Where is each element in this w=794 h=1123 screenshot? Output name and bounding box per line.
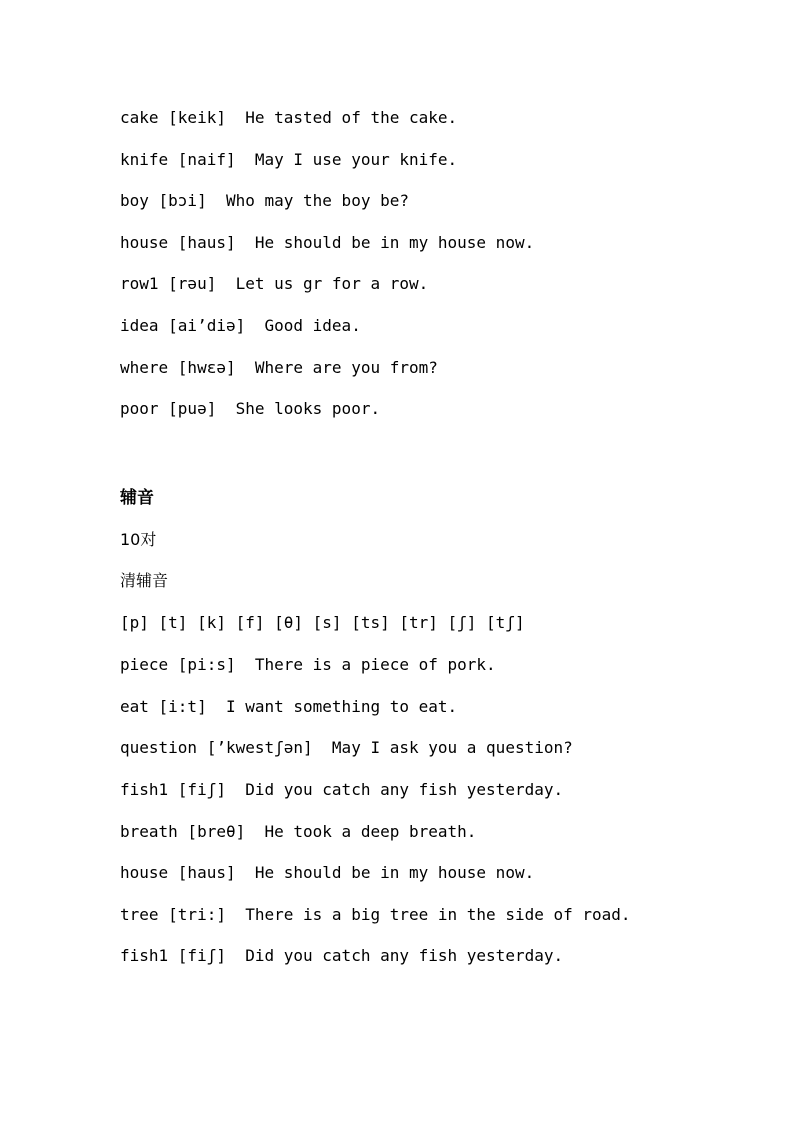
consonant-example-breath: breath [breθ] He took a deep breath. bbox=[120, 822, 477, 841]
vowel-example-where: where [hwεə] Where are you from? bbox=[120, 358, 438, 377]
consonant-example-house: house [haus] He should be in my house now. bbox=[120, 863, 535, 882]
pair-count: 10对 bbox=[120, 530, 157, 549]
consonant-example-piece: piece [pi:s] There is a piece of pork. bbox=[120, 655, 496, 674]
voiceless-consonants-heading: 清辅音 bbox=[120, 571, 169, 590]
vowel-example-boy: boy [bɔi] Who may the boy be? bbox=[120, 191, 409, 210]
consonants-heading: 辅音 bbox=[120, 488, 154, 508]
consonant-example-fish: fish1 [fiʃ] Did you catch any fish yesterday. bbox=[120, 780, 564, 799]
vowel-example-knife: knife [naif] May I use your knife. bbox=[120, 150, 458, 169]
vowel-example-row: row1 [rəu] Let us gr for a row. bbox=[120, 274, 429, 293]
consonant-example-fish-repeat: fish1 [fiʃ] Did you catch any fish yesterday. bbox=[120, 946, 564, 965]
consonant-example-tree: tree [tri:] There is a big tree in the side of road. bbox=[120, 905, 631, 924]
vowel-example-poor: poor [puə] She looks poor. bbox=[120, 399, 381, 418]
vowel-example-house: house [haus] He should be in my house now. bbox=[120, 233, 535, 252]
vowel-example-idea: idea [ai’diə] Good idea. bbox=[120, 316, 361, 335]
vowel-example-cake: cake [keik] He tasted of the cake. bbox=[120, 108, 458, 127]
consonant-example-question: question [’kwestʃən] May I ask you a question? bbox=[120, 738, 573, 757]
voiceless-symbols-list: [p] [t] [k] [f] [θ] [s] [ts] [tr] [ʃ] [tʃ] bbox=[120, 613, 525, 632]
consonant-example-eat: eat [i:t] I want something to eat. bbox=[120, 697, 458, 716]
